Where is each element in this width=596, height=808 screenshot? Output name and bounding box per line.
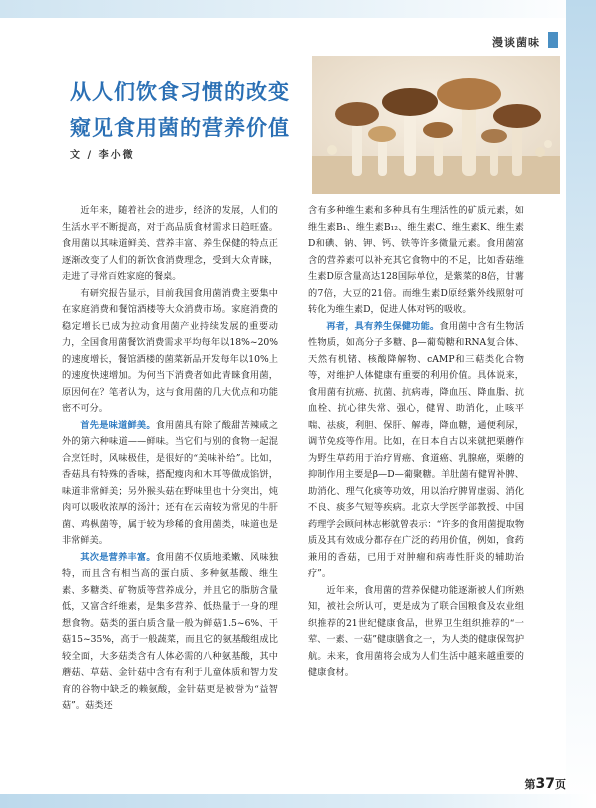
article-title-line-2: 窥见食用菌的营养价值 [70,115,290,140]
article-byline: 文 / 李小微 [70,150,135,161]
paragraph: 近年来，食用菌的营养保健功能逐渐被人们所熟知，被社会所认可，更是成为了联合国粮食及农业组织推荐的21世纪健康食品，世界卫生组织推荐的“一荤、一素、一菇”健康膳食之一，为人类的健康保驾护航。未来，食用菌将会成为人们生活中越来越重要的健康食材。 [308,584,525,678]
right-text-column [308,203,524,682]
paragraph-lead: 其次是营养丰富。 [80,551,156,563]
paragraph-body: 食用菌不仅质地柔嫩、风味独特，而且含有相当高的蛋白质、多种氨基酸、维生素、多糖类、矿物质等营养成分，并且它的脂肪含量低，又富含纤维素，是集多营养、低热量于一身的理想食物。菇类的蛋白质含量一般为鲜菇1.5~6%、干菇15~35%，高于一般蔬菜，而且它的氨基酸组成比较全面，大多菇类含有人体必需的八种氨基酸，其中蘑菇、草菇、金针菇中含有有利于儿童体质和智力发育的谷物中缺乏的赖氨酸，金针菇更是被誉为“益智菇”。菇类还 [62,551,279,711]
header-band [0,0,596,18]
paragraph-lead: 首先是味道鲜美。 [80,419,156,431]
paragraph [62,418,278,550]
paragraph: 近年来，随着社会的进步，经济的发展，人们的生活水平不断提高，对于高品质食材需求日趋旺盛。食用菌以其味道鲜美、营养丰富、养生保健的特点正逐渐改变了人们的新饮食消费理念，受到大众青睐，走进了寻常百姓家庭的餐桌。 [62,205,278,282]
column-tag-marker [548,32,558,48]
paragraph-lead: 再者，具有养生保健功能。 [326,320,440,332]
column-name: 漫谈菌味 [492,36,540,49]
page-number-value: 37 [535,776,555,792]
page-number [525,776,566,792]
page-prefix: 第 [524,778,536,791]
side-decoration [566,0,596,808]
paragraph [308,319,524,583]
paragraph: 有研究报告显示，目前我国食用菌消费主要集中在家庭消费和餐馆酒楼等大众消费市场。家庭消费的稳定增长已成为拉动食用菌产业持续发展的重要动力，全国食用菌餐饮消费需求平均每年以18%~20%的速度增长，餐馆酒楼的菌菜新品开发每年以10%上的速度快速增加。为何当下消费者如此青睐食用菌，原因何在？笔者认为，这与食用菌的几大优点和功能密不可分。 [62,287,278,414]
mushroom-photo [312,56,560,194]
paragraph: 含有多种维生素和多种具有生理活性的矿质元素，如维生素B₁、维生素B₁₂、维生素C、维生素K、维生素D和碘、钠、钾、钙、铁等许多微量元素。食用菌富含的营养素可以补充其它食物中的不足，比如香菇维生素D原含量高达128国际单位，是紫菜的8倍，甘薯的7倍，大豆的21倍。而维生素D原经紫外线照射可转化为维生素D，促进人体对钙的吸收。 [308,205,524,315]
paragraph-body: 食用菌中含有生物活性物质，如高分子多糖、β—葡萄糖和RNA复合体、天然有机锗、核酸降解物、cAMP和三萜类化合物等，对维护人体健康有重要的利用价值。具体说来，食用菌有抗癌、抗菌、抗病毒，降血压、降血脂、抗血栓、抗心律失常、强心，健胃、助消化，止咳平喘、祛痰，利胆、保肝、解毒，降血糖，通便利尿，调节免疫等作用。比如，在日本自古以来就把栗蘑作为野生草药用于治疗胃癌、食道癌、乳腺癌，栗蘑的抑制作用主要是β—D—葡聚糖。羊肚菌有健胃补脾、助消化、理气化痰等功效，用以治疗脾胃虚弱、消化不良、痰多气短等疾病。北京大学医学部教授、中国药理学会顾问林志彬就曾表示：“许多的食用菌提取物质及其有效成分都存在广泛的药用价值，例如，食药兼用的香菇，已用于对肿瘤和病毒性肝炎的辅助治疗”。 [308,320,525,579]
paragraph [62,550,278,715]
left-text-column [62,203,278,715]
page-suffix: 页 [555,778,566,791]
article-title-line-1: 从人们饮食习惯的改变 [70,79,290,104]
footer-band [0,794,596,808]
paragraph-body: 食用菌具有除了酸甜苦辣咸之外的第六种味道——鲜味。当它们与别的食物一起混合烹饪时，风味极佳，是很好的“美味补给”。比如，香菇具有特殊的香味，搭配瘦肉和木耳等做成馅饼，味道非常鲜美；另外猴头菇在野味里也十分突出，炖肉可以吸收浓厚的汤汁；还有在云南较为常见的牛肝菌、鸡枞菌等，属于较为珍稀的食用菌类，味道也是非常鲜美。 [62,419,279,546]
